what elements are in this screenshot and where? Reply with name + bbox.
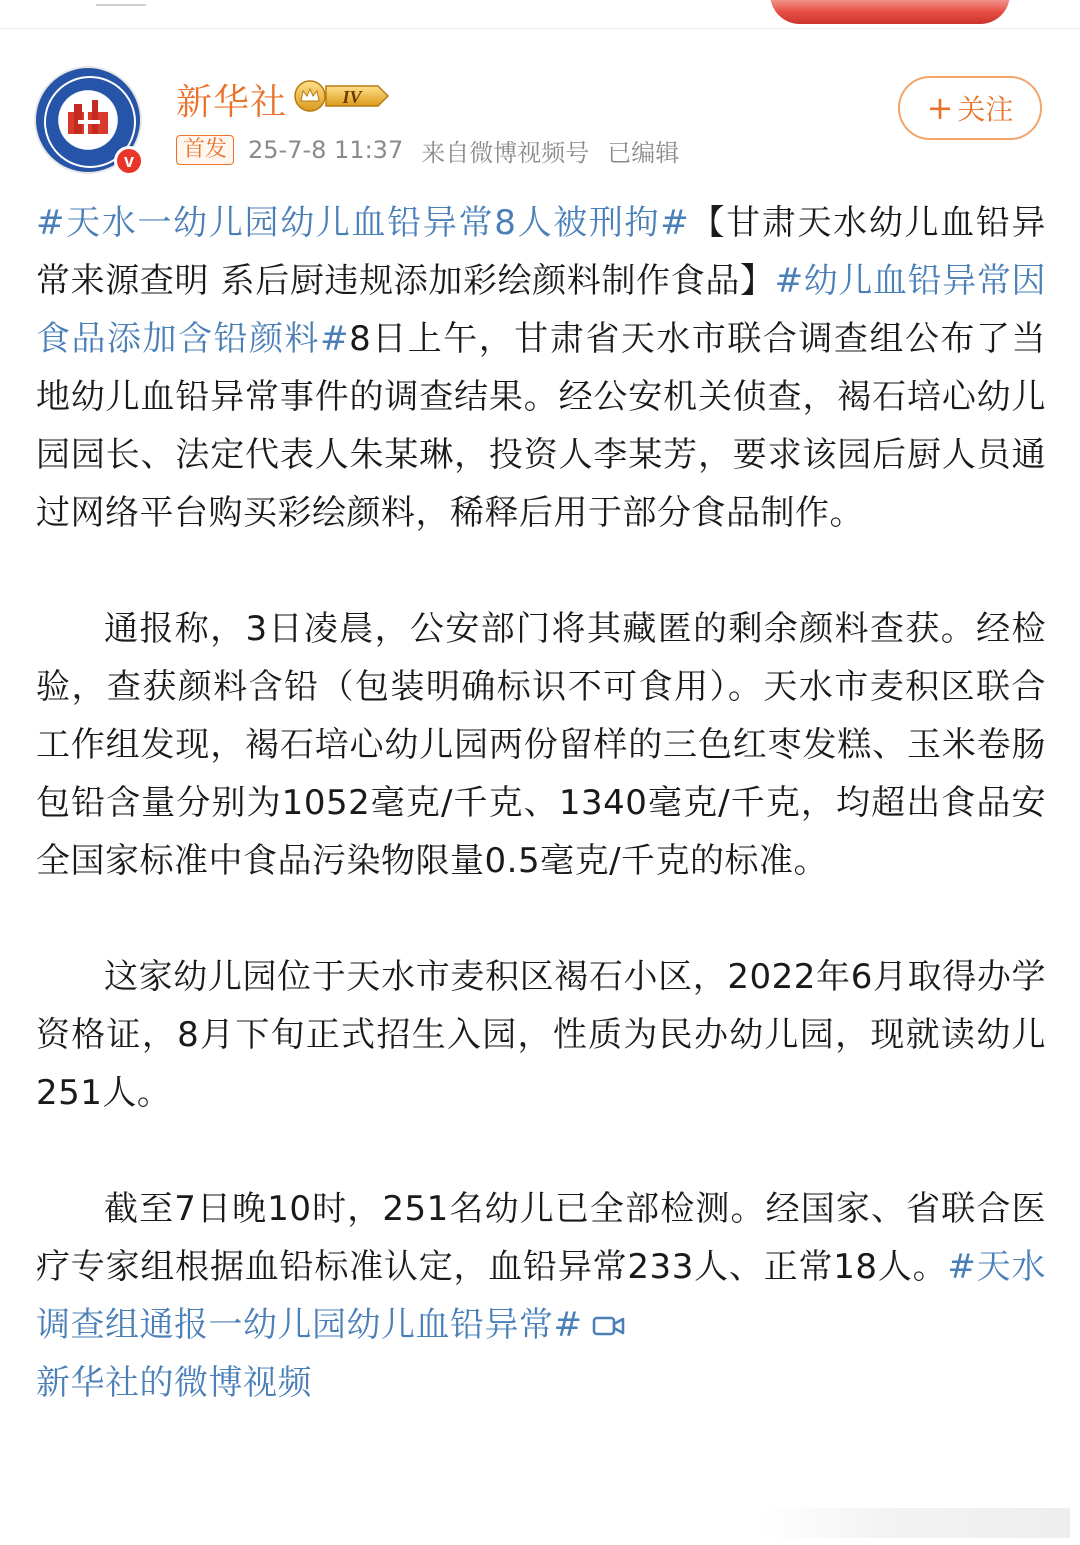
cropped-ui-fragment [96,0,146,6]
post-source[interactable]: 来自微博视频号 [421,138,590,167]
crown-icon[interactable] [292,80,392,112]
topic-link[interactable]: #幼儿血铅异常因食品添加含铅颜料# [36,261,1046,359]
post-time: 25-7-8 11:37 [248,136,404,164]
follow-button[interactable] [898,76,1042,140]
watermark-fade [760,1508,1070,1538]
post-meta [176,132,679,168]
banner-decoration [770,0,1010,24]
post-text: 8日上午，甘肃省天水市联合调查组公布了当地幼儿血铅异常事件的调查结果。经公安机关侦查，褐石培心幼儿园园长、法定代表人朱某琳，投资人李某芳，要求该园后厨人员通过网络平台购买彩绘颜料，稀释后用于部分食品制作。 [36,319,1046,533]
xinhua-emblem-icon [64,94,112,138]
vip-level-label: IV [342,87,362,107]
post-paragraph-2: 通报称，3日凌晨，公安部门将其藏匿的剩余颜料查获。经检验，查获颜料含铅（包装明确标识不可食用）。天水市麦积区联合工作组发现，褐石培心幼儿园两份留样的三色红枣发糕、玉米卷肠包铅含量分别为1052毫克/千克、1340毫克/千克，均超出食品安全国家标准中食品污染物限量0.5毫克/千克的标准。 [36,609,1046,881]
post-text: 【甘肃天水幼儿血铅异常来源查明 系后厨违规添加彩绘颜料制作食品】 [36,203,1047,301]
plus-icon: + [926,89,954,127]
first-post-badge: 首发 [176,135,234,165]
post-paragraph-3: 这家幼儿园位于天水市麦积区褐石小区，2022年6月取得办学资格证，8月下旬正式招生入园，性质为民办幼儿园，现就读幼儿251人。 [36,957,1046,1113]
post-header [0,28,1080,178]
post-text: 截至7日晚10时，251名幼儿已全部检测。经国家、省联合医疗专家组根据血铅标准认定，血铅异常233人、正常18人。 [36,1189,1046,1287]
post-paragraph-1 [36,194,1046,542]
topic-link[interactable]: #天水一幼儿园幼儿血铅异常8人被刑拘# [36,203,690,243]
video-link[interactable]: 新华社的微博视频 [36,1363,312,1403]
avatar[interactable] [36,68,140,172]
topic-link[interactable]: #天水调查组通报一幼儿园幼儿血铅异常# [36,1247,1046,1345]
edited-label: 已编辑 [607,138,680,167]
post-content [36,194,1046,1412]
author-name[interactable]: 新华社 [176,82,288,123]
post-paragraph-4 [36,1180,1046,1412]
follow-label: 关注 [957,93,1014,126]
verified-v-icon: v [114,146,144,176]
video-camera-icon[interactable] [591,1313,627,1339]
top-status-strip [0,0,1080,29]
